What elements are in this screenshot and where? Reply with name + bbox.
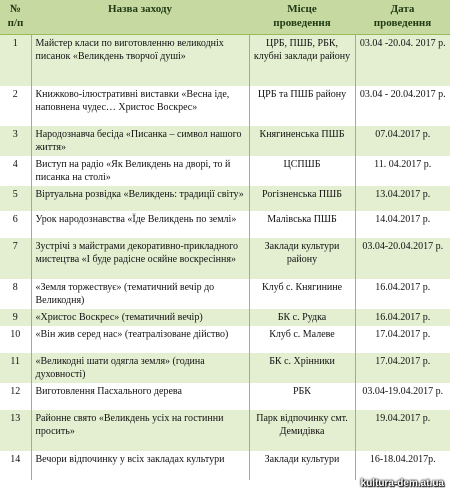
table-row — [0, 126, 450, 156]
row-number: 5 — [0, 186, 31, 211]
header-event-label: Назва заходу — [108, 3, 172, 15]
row-event: «Земля торжествує» (тематичний вечір до Великодня) — [31, 279, 249, 309]
row-place: ЦРБ та ПШБ району — [249, 86, 355, 126]
row-date: 11. 04.2017 р. — [355, 156, 450, 186]
header-number-line1: № — [9, 3, 22, 15]
row-number: 13 — [0, 410, 31, 451]
row-date: 17.04.2017 р. — [355, 326, 450, 353]
row-place: Парк відпочинку смт. Демидівка — [249, 410, 355, 451]
row-place: Княгиненська ПШБ — [249, 126, 355, 156]
row-date: 19.04.2017 р. — [355, 410, 450, 451]
table-row — [0, 410, 450, 451]
site-watermark: kultura-dem.at.ua — [360, 478, 444, 489]
header-place-line2: проведення — [273, 17, 331, 30]
row-date: 07.04.2017 р. — [355, 126, 450, 156]
row-date: 03.04 -20.04. 2017 р. — [355, 34, 450, 86]
header-date-line1: Дата — [390, 3, 415, 15]
row-number: 6 — [0, 211, 31, 238]
row-place: ЦСПШБ — [249, 156, 355, 186]
row-number: 12 — [0, 383, 31, 410]
row-number: 2 — [0, 86, 31, 126]
row-place: Заклади культури — [249, 451, 355, 480]
row-event: Вечори відпочинку у всіх закладах культури — [31, 451, 249, 480]
table-row — [0, 86, 450, 126]
row-number: 10 — [0, 326, 31, 353]
row-event: «Великодні шати одягла земля» (година духовності) — [31, 353, 249, 383]
row-date: 03.04 - 20.04.2017 р. — [355, 86, 450, 126]
row-number: 4 — [0, 156, 31, 186]
row-event: Майстер класи по виготовленню великодніх писанок «Великдень творчої душі» — [31, 34, 249, 86]
row-number: 9 — [0, 309, 31, 326]
table-row — [0, 156, 450, 186]
row-event: Віртуальна розвідка «Великдень: традиції світу» — [31, 186, 249, 211]
row-place: Малівська ПШБ — [249, 211, 355, 238]
row-event: Районне свято «Великдень усіх на гостинни просить» — [31, 410, 249, 451]
table-row — [0, 353, 450, 383]
table-row — [0, 279, 450, 309]
table-row — [0, 186, 450, 211]
row-number: 14 — [0, 451, 31, 480]
row-place: ЦРБ, ПШБ, РБК, клубні заклади району — [249, 34, 355, 86]
row-event: Зустрічі з майстрами декоративно-прикладного мистецтва «І буде радісне осяйне воскресіння» — [31, 238, 249, 279]
row-event: Виступ на радіо «Як Великдень на дворі, то й писанка на столі» — [31, 156, 249, 186]
row-number: 11 — [0, 353, 31, 383]
row-date: 16.04.2017 р. — [355, 309, 450, 326]
row-date: 14.04.2017 р. — [355, 211, 450, 238]
row-number: 7 — [0, 238, 31, 279]
row-place: Заклади культури району — [249, 238, 355, 279]
row-place: БК с. Рудка — [249, 309, 355, 326]
header-row — [0, 0, 450, 34]
header-event — [31, 0, 249, 34]
row-place: РБК — [249, 383, 355, 410]
table-row — [0, 34, 450, 86]
header-place — [249, 0, 355, 34]
row-date: 03.04-19.04.2017 р. — [355, 383, 450, 410]
row-date: 13.04.2017 р. — [355, 186, 450, 211]
table-row — [0, 326, 450, 353]
row-event: «Він жив серед нас» (театралізоване дійство) — [31, 326, 249, 353]
table-row — [0, 309, 450, 326]
header-date — [355, 0, 450, 34]
header-date-line2: проведення — [373, 17, 432, 30]
row-place: Рогізненська ПШБ — [249, 186, 355, 211]
row-number: 8 — [0, 279, 31, 309]
row-event: Народознавча бесіда «Писанка – символ нашого життя» — [31, 126, 249, 156]
header-number — [0, 0, 31, 34]
table-row — [0, 211, 450, 238]
table-row — [0, 451, 450, 480]
row-event: Урок народознавства «Їде Великдень по землі» — [31, 211, 249, 238]
row-date: 17.04.2017 р. — [355, 353, 450, 383]
row-event: Книжково-ілюстративні виставки «Весна іде, наповнена чудес… Христос Воскрес» — [31, 86, 249, 126]
header-place-line1: Місце — [287, 3, 317, 15]
row-event: «Христос Воскрес» (тематичний вечір) — [31, 309, 249, 326]
table-row — [0, 238, 450, 279]
row-number: 1 — [0, 34, 31, 86]
row-place: Клуб с. Малеве — [249, 326, 355, 353]
row-date: 16.04.2017 р. — [355, 279, 450, 309]
row-place: БК с. Хрінники — [249, 353, 355, 383]
row-date: 03.04-20.04.2017 р. — [355, 238, 450, 279]
row-number: 3 — [0, 126, 31, 156]
row-date: 16-18.04.2017р. — [355, 451, 450, 480]
row-place: Клуб с. Княгинине — [249, 279, 355, 309]
table-row — [0, 383, 450, 410]
row-event: Виготовлення Пасхального дерева — [31, 383, 249, 410]
header-number-line2: п/п — [7, 17, 24, 30]
